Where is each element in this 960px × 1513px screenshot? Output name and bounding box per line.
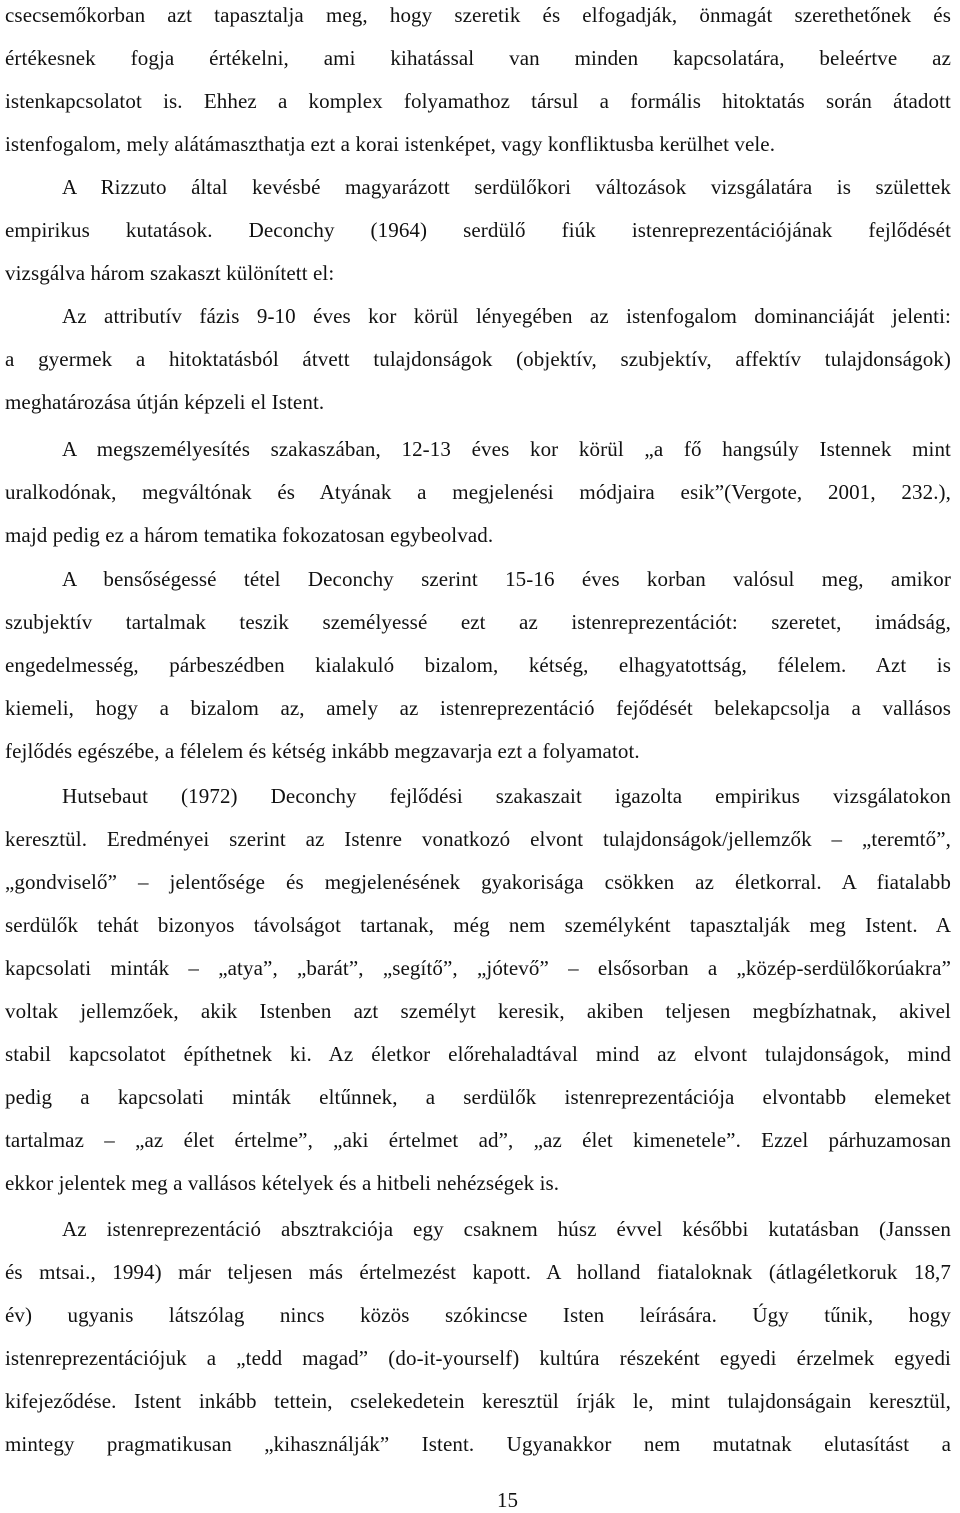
text-line: majd pedig ez a három tematika fokozatosan egybeolvad.: [5, 523, 494, 547]
text-line: A bensőségessé tétel Deconchy szerint 15-16 éves korban valósul meg, amikor: [62, 567, 951, 591]
text-line: a gyermek a hitoktatásból átvett tulajdonságok (objektív, szubjektív, affektív tulajdonságok): [5, 347, 951, 371]
text-line: „gondviselő” – jelentősége és megjelenésének gyakorisága csökken az életkorral. A fiatalabb: [5, 870, 951, 894]
text-line: Hutsebaut (1972) Deconchy fejlődési szakaszait igazolta empirikus vizsgálatokon: [62, 784, 951, 808]
text-line: mintegy pragmatikusan „kihasználják” Istent. Ugyanakkor nem mutatnak elutasítást a: [5, 1432, 951, 1456]
text-line: engedelmesség, párbeszédben kialakuló bizalom, kétség, elhagyatottság, félelem. Azt is: [5, 653, 951, 677]
text-line: kapcsolati minták – „atya”, „barát”, „segítő”, „jótevő” – elsősorban a „közép-serdülőkorúakra”: [5, 956, 951, 980]
text-line: év) ugyanis látszólag nincs közös szókincse Isten leírására. Úgy tűnik, hogy: [5, 1303, 951, 1327]
text-line: keresztül. Eredményei szerint az Istenre vonatkozó elvont tulajdonságok/jellemzők – „teremtő”,: [5, 827, 951, 851]
text-line: A megszemélyesítés szakaszában, 12-13 éves kor körül „a fő hangsúly Istennek mint: [62, 437, 951, 461]
text-line: értékesnek fogja értékelni, ami kihatással van minden kapcsolatára, beleértve az: [5, 46, 951, 70]
text-line: pedig a kapcsolati minták eltűnnek, a serdülők istenreprezentációja elvontabb elemeket: [5, 1085, 951, 1109]
text-line: vizsgálva három szakaszt különített el:: [5, 261, 335, 285]
text-line: istenreprezentációjuk a „tedd magad” (do-it-yourself) kultúra részeként egyedi érzelmek egyedi: [5, 1346, 951, 1370]
text-line: voltak jellemzőek, akik Istenben azt személyt keresik, akiben teljesen megbízhatnak, akivel: [5, 999, 951, 1023]
text-line: kiemeli, hogy a bizalom az, amely az istenreprezentáció fejődését belekapcsolja a vallásos: [5, 696, 951, 720]
text-line: meghatározása útján képzeli el Istent.: [5, 390, 325, 414]
text-line: Az attributív fázis 9-10 éves kor körül lényegében az istenfogalom dominanciáját jelenti:: [62, 304, 951, 328]
text-line: ekkor jelentek meg a vallásos kételyek és a hitbeli nehézségek is.: [5, 1171, 560, 1195]
text-line: empirikus kutatások. Deconchy (1964) serdülő fiúk istenreprezentációjának fejlődését: [5, 218, 951, 242]
page-number: 15: [497, 1488, 518, 1512]
text-line: tartalmaz – „az élet értelme”, „aki értelmet ad”, „az élet kimenetele”. Ezzel párhuzamosan: [5, 1128, 951, 1152]
text-line: uralkodónak, megváltónak és Atyának a megjelenési módjaira esik”(Vergote, 2001, 232.),: [5, 480, 951, 504]
text-line: Az istenreprezentáció absztrakciója egy csaknem húsz évvel későbbi kutatásban (Janssen: [62, 1217, 951, 1241]
text-line: istenkapcsolatot is. Ehhez a komplex folyamathoz társul a formális hitoktatás során átadott: [5, 89, 951, 113]
text-line: kifejeződése. Istent inkább tettein, cselekedetein keresztül írják le, mint tulajdonságain keresztül,: [5, 1389, 951, 1413]
text-line: szubjektív tartalmak teszik személyessé ezt az istenreprezentációt: szeretet, imádság,: [5, 610, 951, 634]
text-line: istenfogalom, mely alátámaszthatja ezt a korai istenképet, vagy konfliktusba kerülhet vele.: [5, 132, 776, 156]
text-line: stabil kapcsolatot építhetnek ki. Az életkor előrehaladtával mind az elvont tulajdonságok, mind: [5, 1042, 951, 1066]
text-line: és mtsai., 1994) már teljesen más értelmezést kapott. A holland fiataloknak (átlagéletkoruk 18,7: [5, 1260, 951, 1284]
text-line: A Rizzuto által kevésbé magyarázott serdülőkori változások vizsgálatára is születtek: [62, 175, 951, 199]
text-line: csecsemőkorban azt tapasztalja meg, hogy szeretik és elfogadják, önmagát szerethetőnek és: [5, 3, 951, 27]
text-line: fejlődés egészébe, a félelem és kétség inkább megzavarja ezt a folyamatot.: [5, 739, 640, 763]
text-line: serdülők tehát bizonyos távolságot tartanak, még nem személyként tapasztalják meg Istent. A: [5, 913, 951, 937]
